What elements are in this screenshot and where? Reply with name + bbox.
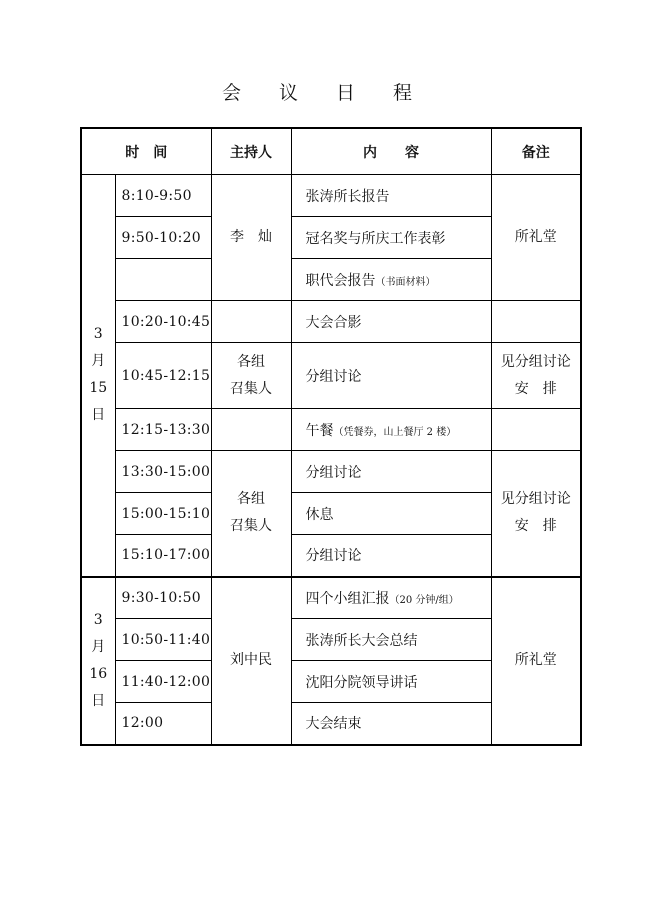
note-cell: [491, 409, 581, 451]
content-cell: 休息: [291, 493, 491, 535]
host-cell: 李 灿: [211, 175, 291, 301]
content-cell: 张涛所长报告: [291, 175, 491, 217]
time-cell: 12:00: [115, 703, 211, 745]
content-subnote: （书面材料）: [375, 276, 436, 288]
host-cell: [211, 409, 291, 451]
content-cell: 张涛所长大会总结: [291, 619, 491, 661]
time-cell: 12:15-13:30: [115, 409, 211, 451]
note-cell: 所礼堂: [491, 577, 581, 745]
content-cell: 沈阳分院领导讲话: [291, 661, 491, 703]
header-host: 主持人: [211, 128, 291, 175]
content-cell: [291, 577, 491, 619]
time-cell: [115, 259, 211, 301]
header-note: 备注: [491, 128, 581, 175]
time-cell: 9:30-10:50: [115, 577, 211, 619]
time-cell: 9:50-10:20: [115, 217, 211, 259]
page-title: 会 议 日 程: [221, 82, 429, 104]
day-label-2: 3 月 16 日: [81, 577, 115, 745]
content-cell: 冠名奖与所庆工作表彰: [291, 217, 491, 259]
content-cell: 分组讨论: [291, 535, 491, 577]
note-cell: 所礼堂: [491, 175, 581, 301]
table-row: [81, 343, 581, 409]
header-content: 内 容: [291, 128, 491, 175]
schedule-table: [80, 127, 582, 746]
table-row: [81, 577, 581, 619]
time-cell: 8:10-9:50: [115, 175, 211, 217]
table-row: [81, 451, 581, 493]
content-cell: 分组讨论: [291, 451, 491, 493]
time-cell: 15:00-15:10: [115, 493, 211, 535]
note-cell: 见分组讨论 安 排: [491, 343, 581, 409]
table-row: [81, 301, 581, 343]
content-text: 午餐: [305, 422, 334, 439]
table-row: [81, 175, 581, 217]
time-cell: 13:30-15:00: [115, 451, 211, 493]
content-subnote: （20 分钟/组）: [389, 594, 459, 606]
content-cell: 大会合影: [291, 301, 491, 343]
time-cell: 15:10-17:00: [115, 535, 211, 577]
content-cell: 大会结束: [291, 703, 491, 745]
table-row: [81, 409, 581, 451]
content-text: 四个小组汇报: [305, 590, 390, 607]
header-row: [81, 128, 581, 175]
host-cell: 刘中民: [211, 577, 291, 745]
day-label-1: 3 月 15 日: [81, 175, 115, 577]
note-cell: [491, 301, 581, 343]
time-cell: 10:50-11:40: [115, 619, 211, 661]
content-subnote: （凭餐券，山上餐厅 2 楼）: [333, 426, 457, 438]
host-cell: 各组 召集人: [211, 343, 291, 409]
content-cell: [291, 409, 491, 451]
time-cell: 11:40-12:00: [115, 661, 211, 703]
note-cell: 见分组讨论 安 排: [491, 451, 581, 577]
host-cell: 各组 召集人: [211, 451, 291, 577]
content-text: 职代会报告: [305, 272, 376, 289]
host-cell: [211, 301, 291, 343]
content-cell: [291, 259, 491, 301]
content-cell: 分组讨论: [291, 343, 491, 409]
time-cell: 10:45-12:15: [115, 343, 211, 409]
header-time: 时 间: [81, 128, 211, 175]
time-cell: 10:20-10:45: [115, 301, 211, 343]
